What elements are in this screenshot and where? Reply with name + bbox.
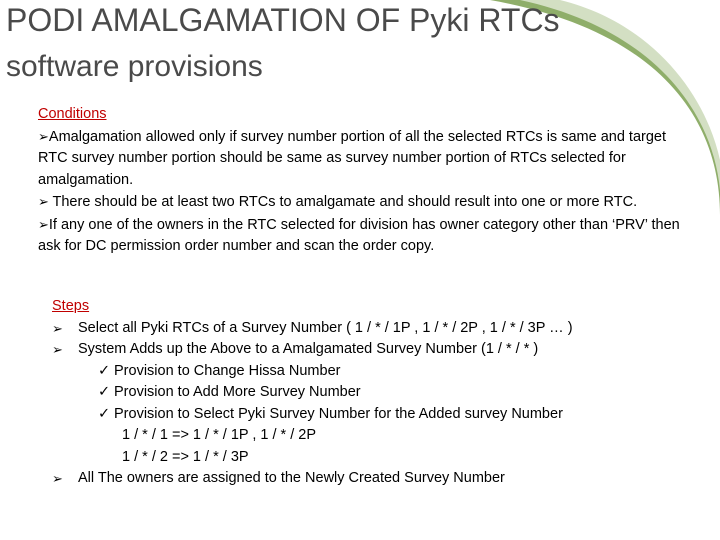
arrow-bullet-icon: ➢ bbox=[52, 471, 63, 486]
condition-item bbox=[38, 126, 688, 192]
sub-step-text: Provision to Add More Survey Number bbox=[114, 384, 361, 400]
example-mapping: 1 / * / 2 => 1 / * / 3P bbox=[122, 448, 249, 465]
arrow-bullet-icon: ➢ bbox=[38, 194, 53, 209]
conditions-heading: Conditions bbox=[38, 106, 107, 122]
arrow-bullet-icon: ➢ bbox=[38, 128, 49, 144]
checkmark-bullet-icon: ✓ bbox=[98, 362, 111, 379]
step-text: Select all Pyki RTCs of a Survey Number ( 1 / * / 1P , 1 / * / 2P , 1 / * / 3P … ) bbox=[78, 319, 573, 336]
steps-section bbox=[52, 296, 692, 490]
checkmark-bullet-icon: ✓ bbox=[98, 384, 111, 400]
steps-heading: Steps bbox=[52, 298, 90, 314]
example-mapping: 1 / * / 1 => 1 / * / 1P , 1 / * / 2P bbox=[122, 427, 316, 443]
sub-step-text: Provision to Select Pyki Survey Number for the Added survey Number bbox=[114, 405, 563, 422]
sub-step-item bbox=[52, 382, 692, 404]
condition-text: If any one of the owners in the RTC selected for division has owner category other than ‘PRV’ then ask for DC permission order number and scan the order copy. bbox=[38, 216, 680, 254]
page-subtitle: software provisions bbox=[6, 50, 263, 83]
condition-text: There should be at least two RTCs to amalgamate and should result into one or more RTC. bbox=[52, 194, 638, 210]
sub-step-item bbox=[52, 361, 692, 383]
page-title: PODI AMALGAMATION OF Pyki RTCs bbox=[6, 2, 560, 38]
condition-text: Amalgamation allowed only if survey number portion of all the selected RTCs is same and target RTC survey number portion should be same as survey number portion of RTCs selected for amalgamation. bbox=[38, 128, 666, 188]
checkmark-bullet-icon: ✓ bbox=[98, 405, 111, 422]
conditions-section bbox=[38, 104, 688, 258]
condition-item bbox=[38, 191, 688, 214]
step-text: System Adds up the Above to a Amalgamated Survey Number (1 / * / * ) bbox=[78, 341, 539, 357]
step-item bbox=[52, 339, 692, 361]
arrow-bullet-icon: ➢ bbox=[38, 216, 49, 232]
sub-step-text: Provision to Change Hissa Number bbox=[114, 362, 341, 379]
arrow-bullet-icon: ➢ bbox=[52, 320, 63, 336]
sub-step-item bbox=[52, 404, 692, 426]
arrow-bullet-icon: ➢ bbox=[52, 342, 63, 357]
step-text: All The owners are assigned to the Newly Created Survey Number bbox=[78, 470, 505, 486]
step-item bbox=[52, 318, 692, 340]
step-item bbox=[52, 468, 692, 490]
condition-item bbox=[38, 214, 688, 258]
